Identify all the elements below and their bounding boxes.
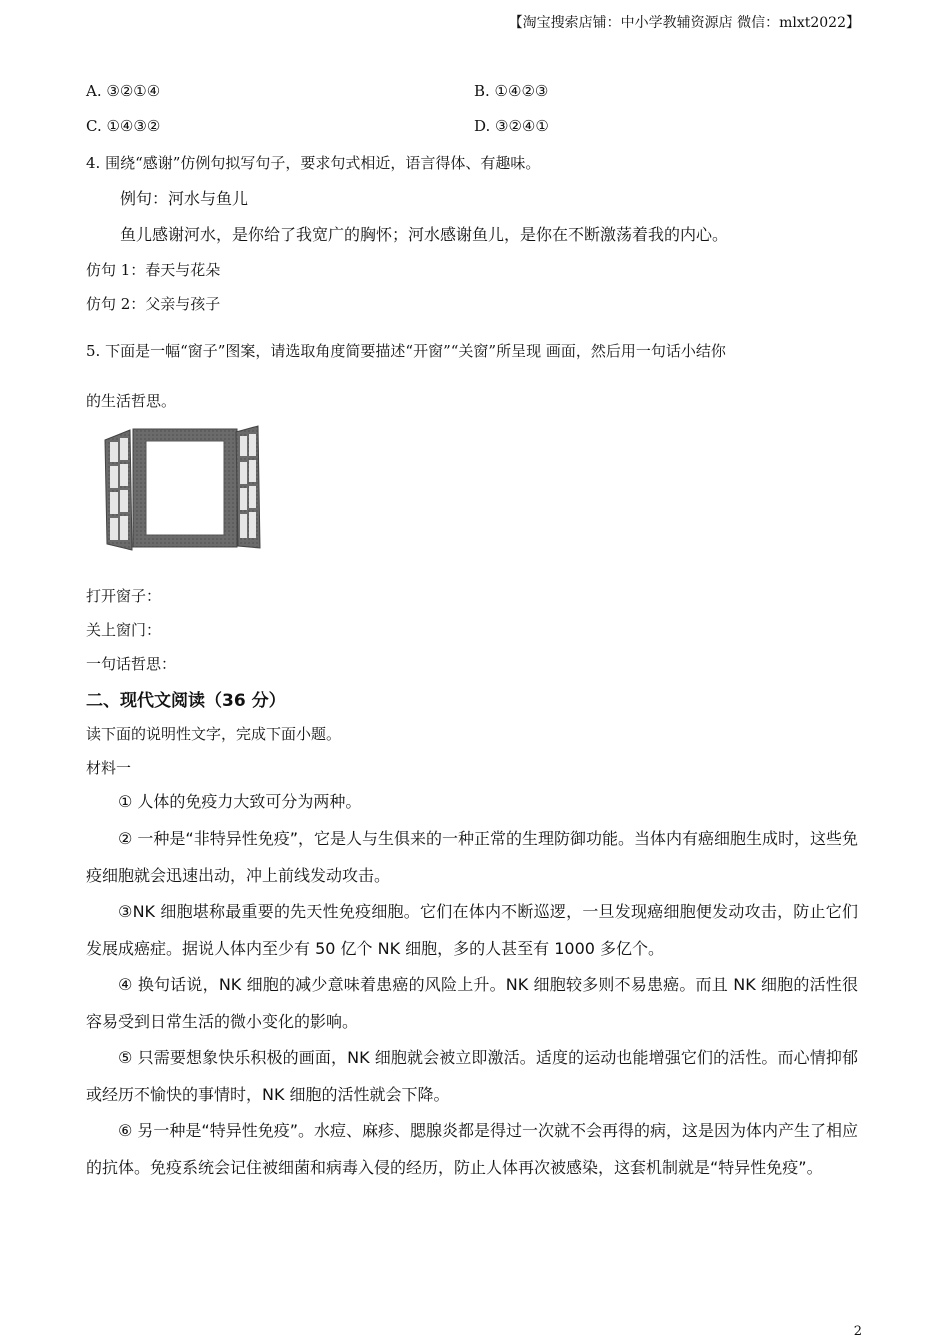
philosophy-label: 一句话哲思： xyxy=(86,655,177,673)
option-d: D. ③②④① xyxy=(474,117,549,135)
paragraph-1: ① 人体的免疫力大致可分为两种。 xyxy=(118,792,362,811)
option-b: B. ①④②③ xyxy=(474,82,549,100)
option-a: A. ③②①④ xyxy=(86,82,161,100)
option-c: C. ①④③② xyxy=(86,117,161,135)
paragraph-4: ④ 换句话说，NK 细胞的减少意味着患癌的风险上升。NK 细胞较多则不易患癌。而且 NK 细胞的活性很容易受到日常生活的微小变化的影响。 xyxy=(86,975,858,1031)
close-window-label: 关上窗门： xyxy=(86,621,162,639)
paragraph-2: ② 一种是“非特异性免疫”，它是人与生俱来的一种正常的生理防御功能。当体内有癌细胞生成时，这些免疫细胞就会迅速出动，冲上前线发动攻击。 xyxy=(86,829,859,885)
imitation-1: 仿句 1：春天与花朵 xyxy=(86,261,221,279)
window-illustration xyxy=(100,422,265,557)
question-4-prompt: 4. 围绕“感谢”仿例句拟写句子，要求句式相近，语言得体、有趣味。 xyxy=(86,154,541,172)
imitation-2: 仿句 2：父亲与孩子 xyxy=(86,295,221,313)
example-title: 例句：河水与鱼儿 xyxy=(120,189,249,208)
page-header: 【淘宝搜索店铺：中小学教辅资源店 微信：mlxt2022】 xyxy=(508,15,860,31)
reading-instruction: 读下面的说明性文字，完成下面小题。 xyxy=(86,725,342,743)
section-2-title: 二、现代文阅读（36 分） xyxy=(86,691,286,711)
material-label: 材料一 xyxy=(86,759,132,777)
paragraph-5: ⑤ 只需要想象快乐积极的画面，NK 细胞就会被立即激活。适度的运动也能增强它们的活性。而心情抑郁或经历不愉快的事情时，NK 细胞的活性就会下降。 xyxy=(86,1048,858,1104)
example-sentence: 鱼儿感谢河水，是你给了我宽广的胸怀；河水感谢鱼儿，是你在不断激荡着我的内心。 xyxy=(120,225,729,244)
page-number: 2 xyxy=(853,1324,862,1339)
question-5-prompt-cont: 的生活哲思。 xyxy=(86,392,177,410)
open-window-label: 打开窗子： xyxy=(86,587,162,605)
paragraph-6: ⑥ 另一种是“特异性免疫”。水痘、麻疹、腮腺炎都是得过一次就不会再得的病，这是因为体内产生了相应的抗体。免疫系统会记住被细菌和病毒入侵的经历，防止人体再次被感染，这套机制就是“特异性免疫”。 xyxy=(86,1121,859,1177)
paragraph-3: ③NK 细胞堪称最重要的先天性免疫细胞。它们在体内不断巡逻，一旦发现癌细胞便发动攻击，防止它们发展成癌症。据说人体内至少有 50 亿个 NK 细胞，多的人甚至有 1000 多亿个。 xyxy=(86,902,858,958)
question-5-prompt: 5. 下面是一幅“窗子”图案，请选取角度简要描述“开窗”“关窗”所呈现 画面，然后用一句话小结你 xyxy=(86,342,726,360)
